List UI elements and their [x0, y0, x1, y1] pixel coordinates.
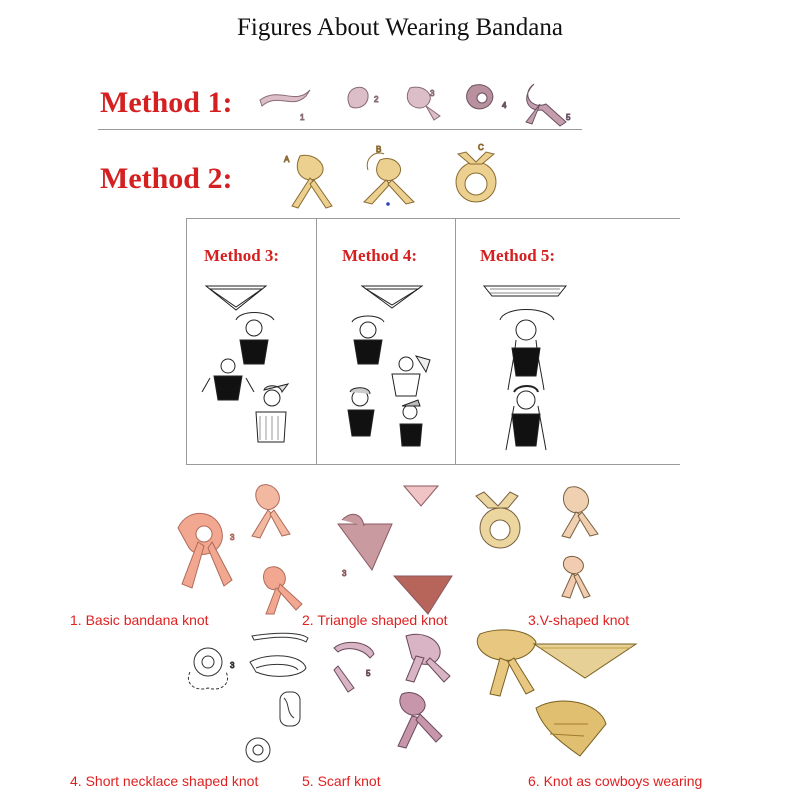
step-letter: A — [284, 155, 290, 164]
method-1-step-4 — [467, 85, 507, 110]
method-1-illustrations — [250, 76, 590, 136]
method-1-step-2 — [348, 87, 379, 108]
folded-band — [484, 286, 566, 296]
knot-5-caption: 5. Scarf knot — [302, 773, 381, 789]
woman-figure — [400, 400, 422, 446]
method-2-label: Method 2: — [100, 162, 233, 195]
method-2-step-b — [364, 145, 414, 206]
woman-figure — [256, 384, 288, 442]
knot-4-caption: 4. Short necklace shaped knot — [70, 773, 259, 789]
knot-1-illustrations — [168, 476, 318, 616]
divider — [186, 218, 680, 219]
divider — [186, 218, 187, 464]
knot-5-illustrations — [326, 626, 476, 766]
step-number: 2 — [374, 95, 379, 104]
woman-figure — [202, 359, 254, 400]
method-2-step-a — [284, 155, 332, 208]
woman-figure — [506, 386, 546, 450]
method-3-illustrations — [196, 280, 316, 455]
woman-figure — [348, 388, 374, 436]
knot-2-illustrations — [328, 480, 468, 616]
knot-6-illustrations — [470, 624, 650, 774]
method-1-step-3 — [407, 87, 440, 120]
step-number: 1 — [300, 113, 305, 122]
divider — [455, 218, 456, 464]
method-4-illustrations — [330, 280, 450, 455]
knot-3-caption: 3.V-shaped knot — [528, 612, 630, 628]
step-number: 3 — [230, 661, 235, 670]
step-letter: B — [376, 145, 382, 154]
step-number: 3 — [230, 533, 235, 542]
divider — [186, 464, 680, 465]
step-letter: C — [478, 143, 484, 152]
knot-4-illustrations — [176, 628, 326, 768]
woman-figure — [392, 356, 430, 396]
step-number: 5 — [566, 113, 571, 122]
method-2-illustrations — [280, 143, 520, 216]
step-number: 3 — [342, 569, 347, 578]
knot-6-caption: 6. Knot as cowboys wearing — [528, 773, 703, 789]
woman-figure — [352, 316, 384, 364]
knot-3-illustrations — [466, 478, 626, 608]
step-number: 3 — [430, 89, 435, 98]
knot-1-caption: 1. Basic bandana knot — [70, 612, 209, 628]
method-4-label: Method 4: — [342, 246, 418, 265]
method-3-label: Method 3: — [204, 246, 280, 265]
method-1-step-5 — [526, 84, 571, 126]
page-title: Figures About Wearing Bandana — [237, 14, 563, 41]
method-1-label: Method 1: — [100, 86, 233, 119]
method-5-label: Method 5: — [480, 246, 556, 265]
woman-figure — [236, 313, 274, 365]
method-1-step-1 — [260, 90, 310, 122]
method-5-illustrations — [470, 280, 580, 455]
knot-2-caption: 2. Triangle shaped knot — [302, 612, 448, 628]
step-number: 4 — [502, 101, 507, 110]
woman-figure — [500, 310, 554, 391]
step-number: 5 — [366, 669, 371, 678]
divider — [316, 218, 317, 464]
method-2-step-c — [456, 143, 496, 202]
